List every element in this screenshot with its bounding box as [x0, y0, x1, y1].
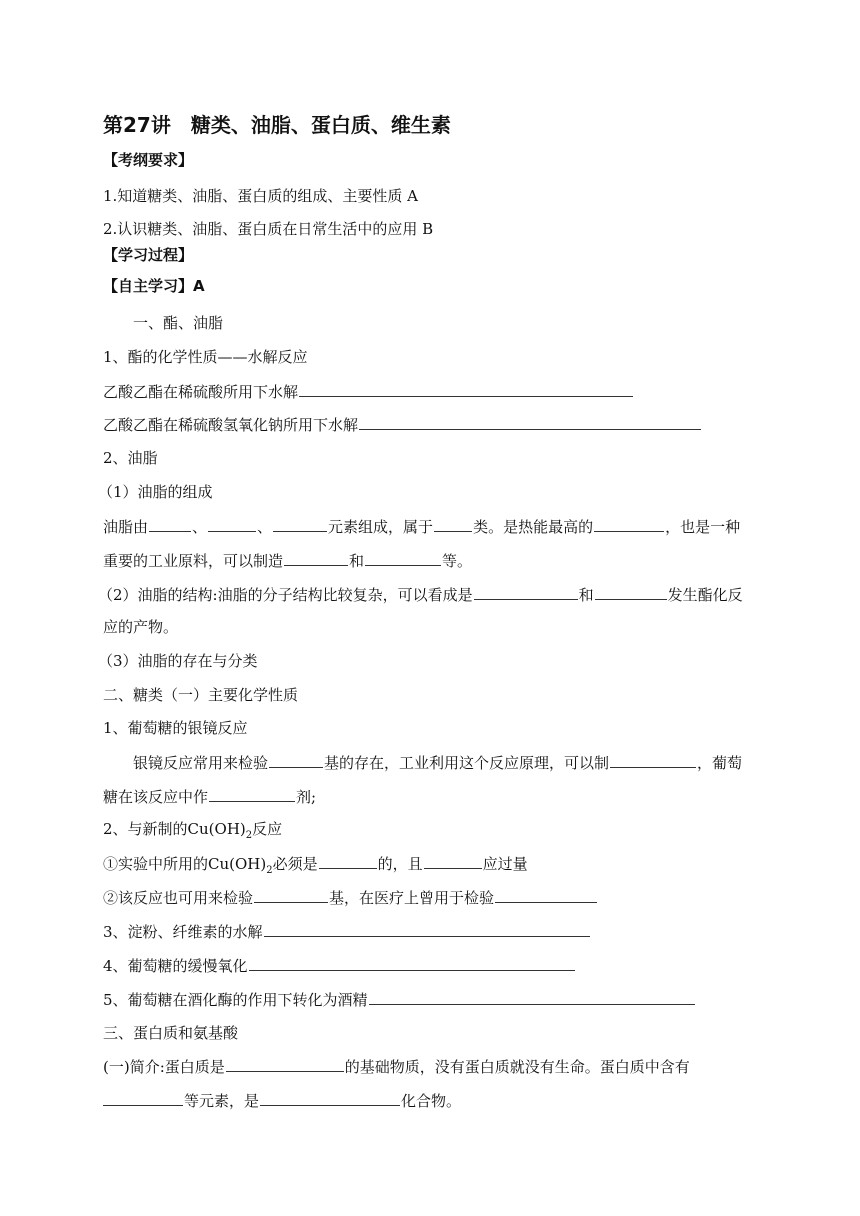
oil-composition-line-2: [103, 550, 472, 571]
answer-blank[interactable]: [254, 887, 328, 903]
answer-blank[interactable]: [269, 752, 323, 768]
silver-mirror-line-2: [103, 786, 316, 807]
answer-blank[interactable]: [595, 584, 667, 600]
answer-blank[interactable]: [103, 1090, 183, 1106]
starch-hydrolysis-line: [103, 921, 591, 942]
kaogang-item-1: 1.知道糖类、油脂、蛋白质的组成、主要性质 A: [103, 187, 418, 205]
zizhu-heading: 【自主学习】A: [103, 277, 205, 295]
text: 发生酯化反: [667, 586, 743, 604]
text: 反应: [252, 820, 283, 838]
text: 的基础物质，没有蛋白质就没有生命。蛋白质中含有: [344, 1058, 690, 1076]
answer-blank[interactable]: [273, 516, 327, 532]
kaogang-item-2: 2.认识糖类、油脂、蛋白质在日常生活中的应用 B: [103, 220, 434, 238]
text: ，葡萄: [697, 754, 743, 772]
section2-sub2: [103, 819, 282, 846]
kaogang-heading: 【考纲要求】: [103, 151, 194, 169]
answer-blank[interactable]: [208, 516, 256, 532]
answer-blank[interactable]: [424, 853, 482, 869]
answer-blank[interactable]: [260, 1090, 400, 1106]
answer-blank[interactable]: [299, 381, 633, 397]
text: 和: [578, 586, 594, 604]
answer-blank[interactable]: [319, 853, 377, 869]
oil-structure-line-1: [98, 584, 743, 605]
answer-blank[interactable]: [474, 584, 578, 600]
base-hydrolysis-line: [103, 414, 702, 435]
subscript: 2: [245, 830, 253, 841]
answer-blank[interactable]: [226, 1056, 344, 1072]
section2-heading: 二、糖类（一）主要化学性质: [103, 686, 299, 704]
copper-hydroxide-line-1: [103, 853, 528, 881]
text: 类。是热能最高的: [473, 518, 594, 536]
oil-structure-line-2: 应的产物。: [103, 618, 179, 636]
acid-hydrolysis-line: [103, 381, 634, 402]
acid-hydrolysis-text: 乙酸乙酯在稀硫酸所用下水解: [103, 383, 299, 401]
text: 和: [349, 552, 365, 570]
text: 重要的工业原料，可以制造: [103, 552, 284, 570]
base-hydrolysis-text: 乙酸乙酯在稀硫酸氢氧化钠所用下水解: [103, 416, 359, 434]
text: 4、葡萄糖的缓慢氧化: [103, 957, 248, 975]
answer-blank[interactable]: [264, 921, 590, 937]
answer-blank[interactable]: [495, 887, 597, 903]
protein-intro-line-1: [103, 1056, 690, 1077]
text: 等元素，是: [184, 1092, 260, 1110]
answer-blank[interactable]: [369, 989, 695, 1005]
copper-hydroxide-line-2: [103, 887, 598, 908]
answer-blank[interactable]: [365, 550, 441, 566]
text: (一)简介:蛋白质是: [103, 1058, 225, 1076]
text: 元素组成，属于: [328, 518, 434, 536]
text: 等。: [442, 552, 473, 570]
answer-blank[interactable]: [284, 550, 348, 566]
text: 剂;: [296, 788, 317, 806]
answer-blank[interactable]: [434, 516, 472, 532]
text: 应过量: [482, 855, 528, 873]
answer-blank[interactable]: [209, 786, 295, 802]
text: 5、葡萄糖在酒化酶的作用下转化为酒精: [103, 991, 368, 1009]
text: 的，且: [377, 855, 423, 873]
answer-blank[interactable]: [149, 516, 191, 532]
text: 3、淀粉、纤维素的水解: [103, 923, 263, 941]
text: ②该反应也可用来检验: [103, 889, 254, 907]
section2-sub1: 1、葡萄糖的银镜反应: [103, 719, 248, 737]
text: 2、与新制的Cu(OH): [103, 820, 246, 838]
answer-blank[interactable]: [359, 414, 701, 430]
section3-heading: 三、蛋白质和氨基酸: [103, 1024, 239, 1042]
protein-intro-line-2: [103, 1090, 461, 1111]
xuexi-heading: 【学习过程】: [103, 246, 194, 264]
answer-blank[interactable]: [594, 516, 664, 532]
oil-composition-heading: （1）油脂的组成: [98, 483, 213, 501]
answer-blank[interactable]: [249, 955, 575, 971]
text: ，也是一种: [665, 518, 741, 536]
text: 基，在医疗上曾用于检验: [329, 889, 495, 907]
section1-heading: 一、酯、油脂: [133, 314, 224, 332]
text: 化合物。: [401, 1092, 462, 1110]
text: 、: [257, 518, 273, 536]
text: 基的存在，工业利用这个反应原理，可以制: [324, 754, 610, 772]
text: 、: [192, 518, 208, 536]
glucose-oxidation-line: [103, 955, 576, 976]
text: 糖在该反应中作: [103, 788, 209, 806]
text: ①实验中所用的Cu(OH): [103, 855, 267, 873]
oil-classification-heading: （3）油脂的存在与分类: [98, 652, 258, 670]
text: 油脂由: [103, 518, 149, 536]
text: 必须是: [272, 855, 318, 873]
text: （2）油脂的结构:油脂的分子结构比较复杂，可以看成是: [98, 586, 473, 604]
text: 银镜反应常用来检验: [133, 754, 269, 772]
answer-blank[interactable]: [610, 752, 696, 768]
oil-composition-line-1: [103, 516, 740, 537]
page-title: 第27讲 糖类、油脂、蛋白质、维生素: [103, 113, 451, 137]
section1-sub1: 1、酯的化学性质——水解反应: [103, 348, 308, 366]
subscript: 2: [266, 865, 273, 876]
glucose-fermentation-line: [103, 989, 696, 1010]
silver-mirror-line-1: [133, 752, 742, 773]
section1-sub2: 2、油脂: [103, 449, 158, 467]
